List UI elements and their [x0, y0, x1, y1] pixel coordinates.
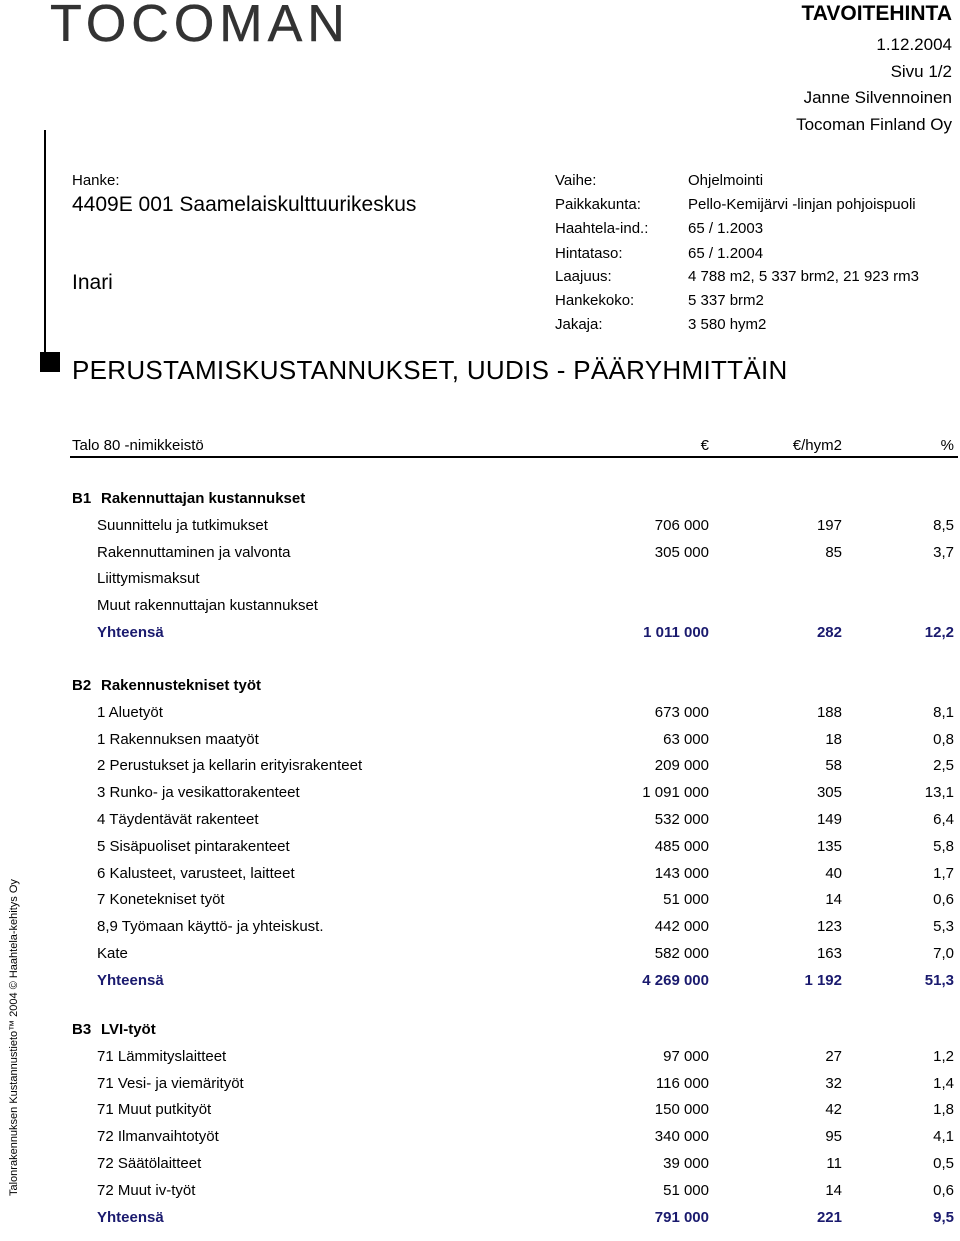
document-title: TAVOITEHINTA — [801, 2, 952, 25]
row-amount: 532 000 — [654, 811, 709, 828]
row-label: 2 Perustukset ja kellarin erityisrakenteet — [97, 757, 363, 775]
meta-value: 4 788 m2, 5 337 brm2, 21 923 rm3 — [688, 268, 919, 285]
row-percent: 7,0 — [933, 945, 954, 962]
row-amount: 116 000 — [655, 1074, 709, 1092]
table-row — [0, 1075, 960, 1097]
total-amount: 1 011 000 — [643, 624, 709, 641]
row-percent: 0,6 — [933, 891, 954, 909]
total-amount: 791 000 — [654, 1208, 709, 1226]
row-per-unit: 11 — [826, 1155, 842, 1172]
row-amount: 39 000 — [663, 1155, 709, 1172]
total-label: Yhteensä — [97, 971, 164, 989]
column-header-percent: % — [940, 437, 954, 454]
row-label: Suunnittelu ja tutkimukset — [97, 516, 268, 534]
row-amount: 442 000 — [654, 918, 709, 936]
row-label: 71 Lämmityslaitteet — [97, 1047, 227, 1065]
row-amount: 305 000 — [654, 543, 709, 561]
table-row — [0, 918, 960, 940]
group-code: B3 — [72, 1021, 92, 1038]
table-row — [0, 1182, 960, 1204]
table-row — [0, 757, 960, 779]
table-row — [0, 838, 960, 860]
row-per-unit: 305 — [816, 784, 842, 802]
total-percent: 51,3 — [924, 971, 954, 989]
row-label: 71 Muut putkityöt — [97, 1101, 212, 1119]
group-title: LVI-työt — [101, 1021, 156, 1038]
project-name: 4409E 001 Saamelaiskulttuurikeskus — [72, 193, 417, 216]
row-per-unit: 95 — [825, 1128, 842, 1146]
meta-label: Vaihe: — [555, 172, 597, 189]
group-code: B2 — [72, 677, 92, 694]
table-row — [0, 544, 960, 566]
row-percent: 2,5 — [933, 757, 954, 775]
row-per-unit: 42 — [825, 1101, 842, 1119]
group-header — [0, 1021, 960, 1043]
row-label: Liittymismaksut — [97, 570, 200, 588]
column-header-classification: Talo 80 -nimikkeistö — [72, 437, 204, 454]
table-row — [0, 784, 960, 806]
table-row — [0, 570, 960, 592]
meta-value: 65 / 1.2003 — [688, 220, 764, 237]
meta-label: Haahtela-ind.: — [555, 220, 649, 237]
row-amount: 485 000 — [654, 837, 709, 855]
total-label: Yhteensä — [97, 624, 164, 641]
total-row — [0, 624, 960, 646]
meta-label: Hintataso: — [555, 245, 623, 262]
row-per-unit: 32 — [825, 1074, 842, 1092]
row-label: 8,9 Työmaan käyttö- ja yhteiskust. — [97, 918, 324, 936]
row-per-unit: 40 — [825, 864, 842, 882]
table-row — [0, 945, 960, 967]
left-margin-rule — [44, 130, 46, 358]
row-label: Muut rakennuttajan kustannukset — [97, 597, 318, 615]
table-row — [0, 597, 960, 619]
document-date: 1.12.2004 — [876, 35, 952, 54]
page-number: Sivu 1/2 — [890, 62, 952, 81]
row-label: Rakennuttaminen ja valvonta — [97, 543, 291, 561]
total-percent: 9,5 — [933, 1208, 954, 1226]
row-amount: 340 000 — [654, 1128, 709, 1146]
group-title: Rakennustekniset työt — [101, 677, 262, 694]
group-header — [0, 490, 960, 512]
row-per-unit: 188 — [816, 703, 842, 721]
row-label: 71 Vesi- ja viemärityöt — [97, 1074, 244, 1092]
row-amount: 209 000 — [654, 757, 709, 775]
row-percent: 6,4 — [933, 811, 954, 828]
row-amount: 97 000 — [663, 1047, 709, 1065]
meta-label: Jakaja: — [555, 316, 603, 333]
column-header-per-unit: €/hym2 — [792, 437, 842, 454]
total-row — [0, 1209, 960, 1231]
table-row — [0, 1128, 960, 1150]
row-per-unit: 149 — [816, 811, 842, 828]
meta-value: 3 580 hym2 — [688, 316, 767, 333]
row-percent: 1,7 — [933, 864, 954, 882]
row-percent: 5,8 — [933, 837, 954, 855]
row-percent: 1,4 — [933, 1074, 954, 1092]
row-per-unit: 135 — [816, 837, 842, 855]
row-per-unit: 197 — [816, 516, 842, 534]
table-row — [0, 1155, 960, 1177]
row-per-unit: 85 — [825, 543, 842, 561]
project-location: Inari — [72, 271, 113, 294]
table-row — [0, 811, 960, 833]
row-label: Kate — [97, 945, 128, 962]
total-label: Yhteensä — [97, 1208, 164, 1226]
table-row — [0, 891, 960, 913]
row-label: 6 Kalusteet, varusteet, laitteet — [97, 864, 295, 882]
row-amount: 150 000 — [654, 1101, 709, 1119]
row-label: 4 Täydentävät rakenteet — [97, 811, 259, 828]
row-percent: 4,1 — [933, 1128, 954, 1146]
row-per-unit: 123 — [816, 918, 842, 936]
row-per-unit: 27 — [825, 1047, 842, 1065]
row-percent: 5,3 — [933, 918, 954, 936]
table-row — [0, 517, 960, 539]
row-per-unit: 18 — [825, 730, 842, 748]
meta-value: 65 / 1.2004 — [688, 245, 764, 262]
row-percent: 0,6 — [933, 1181, 954, 1199]
group-code: B1 — [72, 490, 92, 507]
group-header — [0, 677, 960, 699]
table-row — [0, 1101, 960, 1123]
company-name: Tocoman Finland Oy — [796, 115, 952, 134]
row-amount: 673 000 — [654, 703, 709, 721]
meta-value: 5 337 brm2 — [688, 292, 764, 309]
group-title: Rakennuttajan kustannukset — [101, 490, 306, 507]
row-label: 1 Rakennuksen maatyöt — [97, 730, 259, 748]
total-amount: 4 269 000 — [642, 971, 709, 989]
row-percent: 0,5 — [933, 1155, 954, 1172]
row-percent: 8,1 — [933, 703, 954, 721]
row-amount: 51 000 — [663, 1181, 709, 1199]
table-row — [0, 865, 960, 887]
row-per-unit: 163 — [816, 945, 842, 962]
row-percent: 3,7 — [933, 543, 954, 561]
author-name: Janne Silvennoinen — [803, 88, 952, 107]
row-percent: 1,8 — [933, 1101, 954, 1119]
row-label: 5 Sisäpuoliset pintarakenteet — [97, 837, 290, 855]
row-amount: 51 000 — [663, 891, 709, 909]
copyright-side-note: Talonrakennuksen Kustannustieto™ 2004 © Haahtela-kehitys Oy — [8, 879, 20, 1196]
row-per-unit: 14 — [825, 1181, 842, 1199]
project-label: Hanke: — [72, 172, 120, 189]
row-amount: 706 000 — [654, 516, 709, 534]
table-row — [0, 704, 960, 726]
column-header-amount: € — [700, 437, 709, 454]
company-logo: TOCOMAN — [50, 0, 350, 53]
row-label: 72 Muut iv-työt — [97, 1181, 196, 1199]
section-title: PERUSTAMISKUSTANNUKSET, UUDIS - PÄÄRYHMITTÄIN — [72, 355, 788, 385]
table-row — [0, 1048, 960, 1070]
row-amount: 582 000 — [654, 945, 709, 962]
row-label: 7 Konetekniset työt — [97, 891, 225, 909]
row-label: 72 Säätölaitteet — [97, 1155, 202, 1172]
meta-label: Paikkakunta: — [555, 196, 641, 213]
row-amount: 1 091 000 — [642, 784, 709, 802]
row-label: 72 Ilmanvaihtotyöt — [97, 1128, 219, 1146]
column-header-rule — [70, 456, 958, 458]
row-label: 3 Runko- ja vesikattorakenteet — [97, 784, 300, 802]
row-amount: 143 000 — [654, 864, 709, 882]
row-percent: 0,8 — [933, 730, 954, 748]
table-row — [0, 731, 960, 753]
row-amount: 63 000 — [663, 730, 709, 748]
total-row — [0, 972, 960, 994]
row-label: 1 Aluetyöt — [97, 703, 163, 721]
total-per-unit: 1 192 — [804, 971, 842, 989]
total-per-unit: 282 — [816, 624, 842, 641]
section-bullet — [40, 352, 60, 372]
row-percent: 1,2 — [933, 1047, 954, 1065]
row-percent: 13,1 — [924, 784, 954, 802]
row-per-unit: 14 — [825, 891, 842, 909]
total-per-unit: 221 — [816, 1208, 842, 1226]
row-percent: 8,5 — [933, 516, 954, 534]
total-percent: 12,2 — [924, 624, 954, 641]
meta-value: Ohjelmointi — [688, 172, 764, 189]
meta-label: Laajuus: — [555, 268, 612, 285]
meta-value: Pello-Kemijärvi -linjan pohjoispuoli — [688, 196, 916, 213]
meta-label: Hankekoko: — [555, 292, 635, 309]
row-per-unit: 58 — [825, 757, 842, 775]
